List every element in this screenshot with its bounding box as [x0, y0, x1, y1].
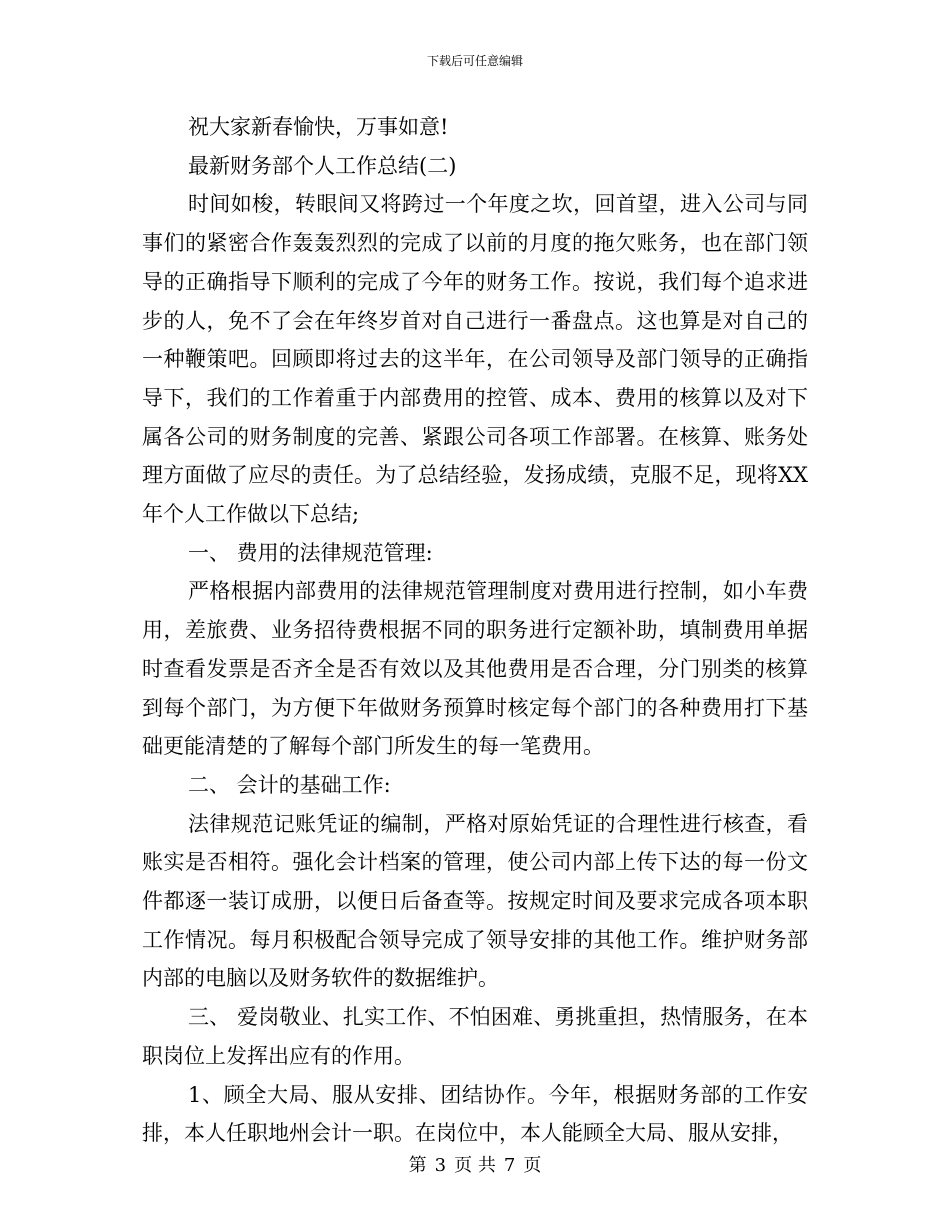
footer-total-pages: 7: [503, 1155, 516, 1176]
document-body: [142, 108, 808, 1153]
section-title: 最新财务部个人工作总结(二): [188, 153, 457, 178]
page-header: 下载后可任意编辑: [426, 54, 523, 68]
heading-dedication: 三、 爱岗敬业、扎实工作、不怕困难、勇挑重担，热情服务，在本职岗位上发挥出应有的作用。: [142, 1005, 808, 1068]
footer-suffix: 页: [523, 1155, 542, 1176]
accounting-basics-paragraph: 法律规范记账凭证的编制，严格对原始凭证的合理性进行核查，看账实是否相符。强化会计档案的管理，使公司内部上传下达的每一份文件都逐一装订成册，以便日后备查等。按规定时间及要求完成各项本职工作情况。每月积极配合领导完成了领导安排的其他工作。维护财务部内部的电脑以及财务软件的数据维护。: [142, 811, 808, 991]
item-1-paragraph: 1、顾全大局、服从安排、团结协作。今年，根据财务部的工作安排，本人任职地州会计一职。在岗位中，本人能顾全大局、服从安排，: [142, 1082, 808, 1146]
expense-management-paragraph: 严格根据内部费用的法律规范管理制度对费用进行控制，如小车费用，差旅费、业务招待费根据不同的职务进行定额补助，填制费用单据时查看发票是否齐全是否有效以及其他费用是否合理，分门别类的核算到每个部门，为方便下年做财务预算时核定每个部门的各种费用打下基础更能清楚的了解每个部门所发生的每一笔费用。: [142, 579, 808, 759]
heading-accounting-basics: 二、 会计的基础工作:: [188, 772, 391, 797]
footer-middle: 页 共: [454, 1155, 496, 1176]
intro-paragraph: 时间如梭，转眼间又将跨过一个年度之坎，回首望，进入公司与同事们的紧密合作轰轰烈烈的完成了以前的月度的拖欠账务，也在部门领导的正确指导下顺利的完成了今年的财务工作。按说，我们每个追求进步的人，免不了会在年终岁首对自己进行一番盘点。这也算是对自己的一种鞭策吧。回顾即将过去的这半年，在公司领导及部门领导的正确指导下，我们的工作着重于内部费用的控管、成本、费用的核算以及对下属各公司的财务制度的完善、紧跟公司各项工作部署。在核算、账务处理方面做了应尽的责任。为了总结经验，发扬成绩，克服不足，现将XX年个人工作做以下总结;: [142, 192, 808, 527]
footer-prefix: 第: [408, 1155, 427, 1176]
page-footer: [0, 1154, 950, 1178]
greeting-line: 祝大家新春愉快，万事如意!: [188, 115, 449, 139]
footer-page-number: 3: [434, 1155, 447, 1176]
heading-expense-management: 一、 费用的法律规范管理:: [188, 540, 433, 565]
